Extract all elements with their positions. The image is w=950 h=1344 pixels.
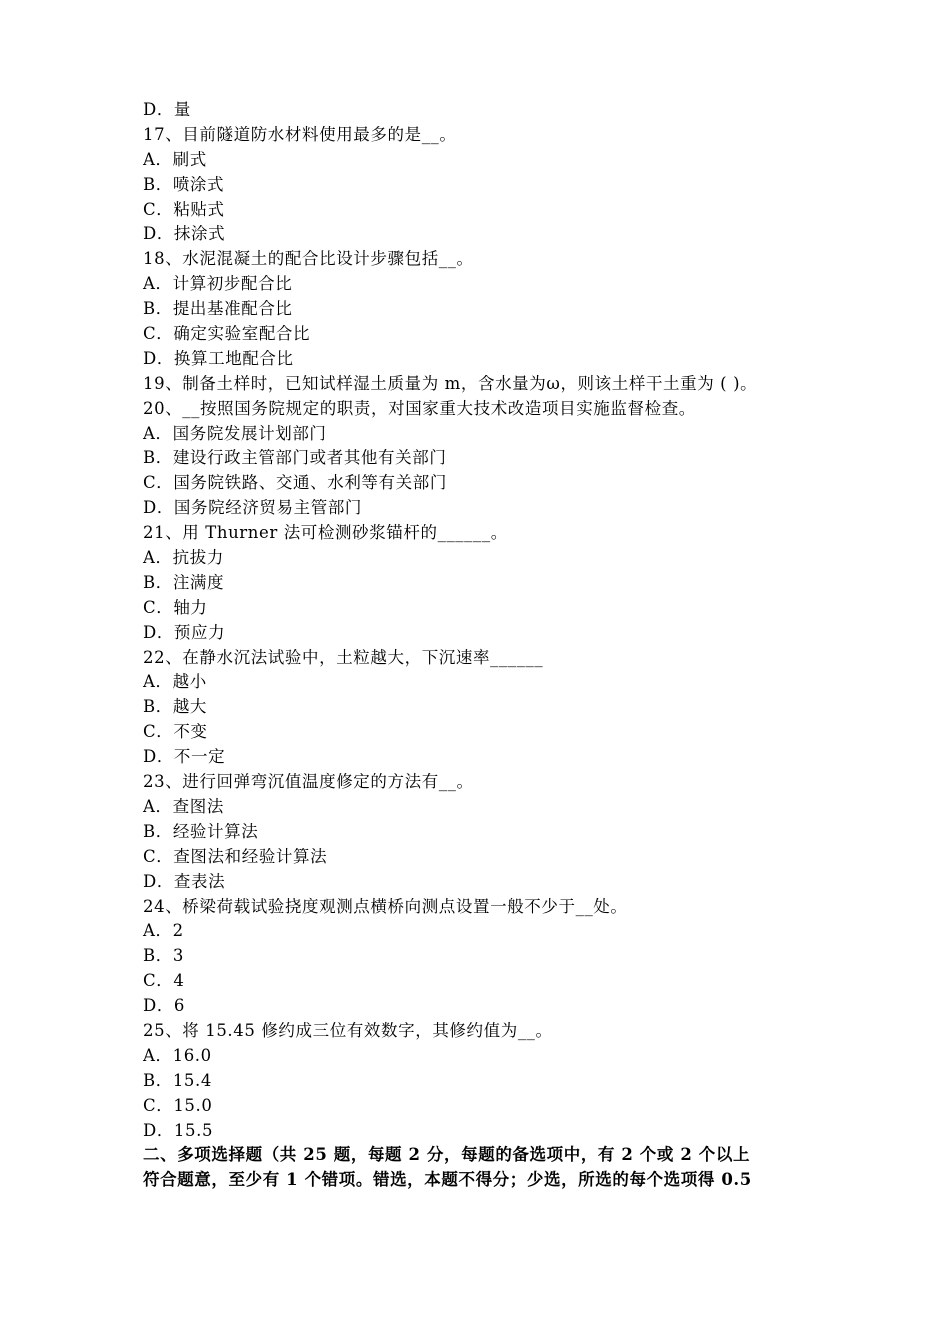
question-19: 19、制备土样时，已知试样湿土质量为 m，含水量为ω，则该土样干土重为 ( )。 [143, 373, 758, 393]
option-c-q20: C．国务院铁路、交通、水利等有关部门 [143, 473, 447, 493]
option-a-q21: A．抗拔力 [143, 548, 224, 568]
question-22: 22、在静水沉法试验中，土粒越大，下沉速率______ [143, 647, 544, 667]
section-heading-line-2: 符合题意，至少有 1 个错项。错选，本题不得分；少选，所选的每个选项得 0.5 [143, 1170, 752, 1190]
option-b-q23: B．经验计算法 [143, 821, 259, 841]
question-25: 25、将 15.45 修约成三位有效数字，其修约值为__。 [143, 1020, 553, 1040]
question-18: 18、水泥混凝土的配合比设计步骤包括__。 [143, 249, 474, 269]
option-a-q20: A．国务院发展计划部门 [143, 423, 327, 443]
question-17: 17、目前隧道防水材料使用最多的是__。 [143, 124, 457, 144]
option-a-q23: A．查图法 [143, 796, 224, 816]
option-c-q17: C．粘贴式 [143, 199, 225, 219]
option-c-q22: C．不变 [143, 722, 208, 742]
question-23: 23、进行回弹弯沉值温度修定的方法有__。 [143, 772, 474, 792]
option-d-q23: D．查表法 [143, 871, 226, 891]
option-b-q22: B．越大 [143, 697, 208, 717]
option-a-q18: A．计算初步配合比 [143, 274, 293, 294]
option-c-q18: C．确定实验室配合比 [143, 324, 311, 344]
option-b-q21: B．注满度 [143, 572, 225, 592]
option-d-q18: D．换算工地配合比 [143, 348, 294, 368]
option-d-q20: D．国务院经济贸易主管部门 [143, 498, 363, 518]
option-d-q24: D．6 [143, 996, 186, 1016]
option-a-q24: A．2 [143, 921, 184, 941]
option-a-q22: A．越小 [143, 672, 207, 692]
document-page [143, 98, 808, 1193]
option-c-q25: C．15.0 [143, 1095, 213, 1115]
question-20: 20、__按照国务院规定的职责，对国家重大技术改造项目实施监督检查。 [143, 398, 696, 418]
option-b-q25: B．15.4 [143, 1070, 212, 1090]
option-c-q24: C．4 [143, 971, 185, 991]
option-d-q17: D．抹涂式 [143, 224, 226, 244]
option-a-q17: A．刷式 [143, 149, 207, 169]
option-c-q23: C．查图法和经验计算法 [143, 846, 328, 866]
option-d-q16: D．量 [143, 100, 192, 119]
question-21: 21、用 Thurner 法可检测砂浆锚杆的______。 [143, 523, 508, 543]
option-d-q25: D．15.5 [143, 1120, 214, 1140]
question-24: 24、桥梁荷载试验挠度观测点横桥向测点设置一般不少于__处。 [143, 896, 628, 916]
option-b-q18: B．提出基准配合比 [143, 299, 293, 319]
option-d-q22: D．不一定 [143, 747, 226, 767]
option-b-q24: B．3 [143, 946, 184, 966]
option-c-q21: C．轴力 [143, 597, 208, 617]
option-b-q17: B．喷涂式 [143, 174, 225, 194]
option-a-q25: A．16.0 [143, 1045, 212, 1065]
option-b-q20: B．建设行政主管部门或者其他有关部门 [143, 448, 447, 468]
section-heading-line-1: 二、多项选择题（共 25 题，每题 2 分，每题的备选项中，有 2 个或 2 个以上 [143, 1145, 751, 1165]
option-d-q21: D．预应力 [143, 622, 226, 642]
